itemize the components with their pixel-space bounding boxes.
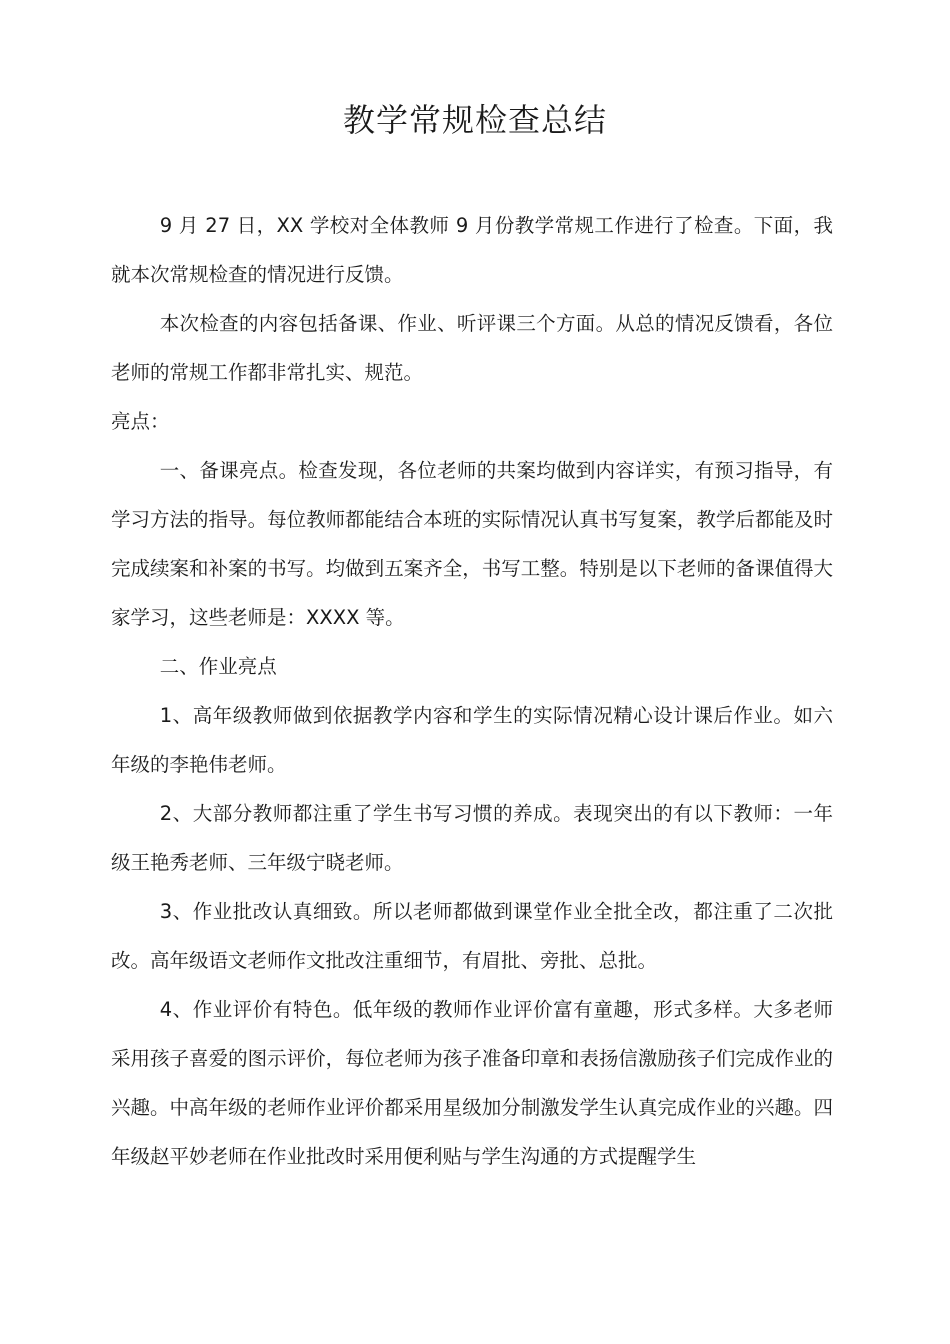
- document-title: 教学常规检查总结: [342, 101, 607, 139]
- paragraph-homework-2: 2、大部分教师都注重了学生书写习惯的养成。表现突出的有以下教师：一年级王艳秀老师、三年级宁晓老师。: [111, 802, 833, 874]
- paragraph-lesson-prep: 一、备课亮点。检查发现，各位老师的共案均做到内容详实，有预习指导，有学习方法的指导。每位教师都能结合本班的实际情况认真书写复案，教学后都能及时完成续案和补案的书写。均做到五案齐全，书写工整。特别是以下老师的备课值得大家学习，这些老师是：XXXX 等。: [111, 459, 833, 629]
- document-body: [111, 201, 833, 1181]
- paragraph-intro: 9 月 27 日，XX 学校对全体教师 9 月份教学常规工作进行了检查。下面，我就本次常规检查的情况进行反馈。: [111, 214, 833, 286]
- heading-highlights: 亮点：: [111, 410, 170, 433]
- paragraph-homework-4: 4、作业评价有特色。低年级的教师作业评价富有童趣，形式多样。大多老师采用孩子喜爱的图示评价，每位老师为孩子准备印章和表扬信激励孩子们完成作业的兴趣。中高年级的老师作业评价都采用星级加分制激发学生认真完成作业的兴趣。四年级赵平妙老师在作业批改时采用便利贴与学生沟通的方式提醒学生: [111, 998, 833, 1168]
- paragraph-homework-3: 3、作业批改认真细致。所以老师都做到课堂作业全批全改，都注重了二次批改。高年级语文老师作文批改注重细节，有眉批、旁批、总批。: [111, 900, 833, 972]
- paragraph-scope: 本次检查的内容包括备课、作业、听评课三个方面。从总的情况反馈看，各位老师的常规工作都非常扎实、规范。: [111, 312, 833, 384]
- heading-homework: 二、作业亮点: [159, 655, 277, 678]
- paragraph-homework-1: 1、高年级教师做到依据教学内容和学生的实际情况精心设计课后作业。如六年级的李艳伟老师。: [111, 704, 833, 776]
